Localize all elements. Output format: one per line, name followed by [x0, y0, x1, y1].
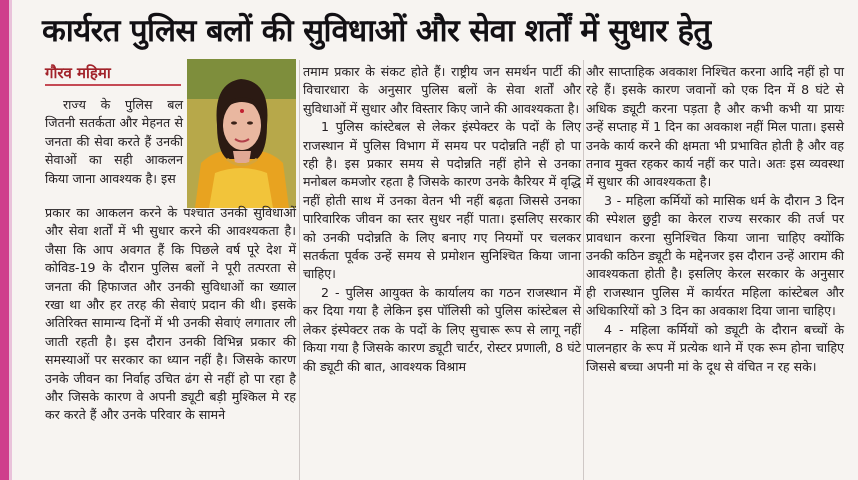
paragraph: 2 - पुलिस आयुक्त के कार्यालय का गठन राजस्थान में कर दिया गया है लेकिन इस पॉलिसी को पुलिस कांस्टेबल से लेकर इंस्पेक्टर तक के पदों के लिए सुचारू रूप से लागू नहीं किया गया है जिसके कारण ड्यूटी चार्टर, रोस्टर प्रणाली, 8 घंटे की ड्यूटी की बात, आवश्यक विश्राम [303, 284, 581, 374]
paragraph: और साप्ताहिक अवकाश निश्चित करना आदि नहीं हो पा रहे हैं। इसके कारण जवानों को एक दिन में 8 घंटे से अधिक ड्यूटी करना पड़ता है और कभी कभी या प्रायः उन्हें सप्ताह में 1 दिन का अवकाश नहीं मिल पाता। इससे उनके कार्य करने की क्षमता भी प्रभावित होती है और वह तनाव मुक्त रहकर कार्य नहीं कर पाते। अतः इस व्यवस्था में सुधार की आवश्यकता है। [586, 64, 844, 190]
article-column-1-intro [45, 96, 183, 188]
left-accent-edge [9, 0, 12, 480]
author-byline: गौरव महिमा [45, 64, 111, 82]
article-column-3 [586, 63, 844, 376]
author-photo [187, 59, 296, 208]
paragraph: प्रकार का आकलन करने के पश्चात उनकी सुविधाओं और सेवा शर्तों में भी सुधार करने की आवश्यकता है। जैसा कि आप अवगत हैं कि पिछले वर्ष पूरे देश में कोविड-19 के दौरान पुलिस बलों ने पूरी तत्परता से जनता की हिफाजत और उनकी सुविधाओं का ख्याल रखा था और हर तरह की सेवाएं प्रदान की थी। इसके अतिरिक्त सामान्य दिनों में भी उनकी सेवाएं लगातार ली जाती रहती है। इस दौरान उनकी विभिन्न प्रकार की समस्याओं पर सरकार का ध्यान नहीं है। जिसके कारण उनके जीवन का निर्वाह उचित ढंग से नहीं हो पा रहा है और जिसके कारण वे अपनी ड्यूटी बड़ी मुश्किल मे रह कर करते हैं और उनके परिवार के सामने [45, 205, 296, 423]
paragraph: 1 पुलिस कांस्टेबल से लेकर इंस्पेक्टर के पदों के लिए राजस्थान में पुलिस विभाग में समय पर पदोन्नति नहीं हो पा रही है। इस प्रकार समय से पदोन्नति नहीं होने से उनका मनोबल कमजोर रहता है जिसके कारण उनके कैरियर में वृद्धि नहीं होती साथ में उनका वेतन भी नहीं बढ़ता जिससे उनका पारिवारिक जीवन का स्तर सुधर नहीं पाता। इसलिए सरकार को उनकी पदोन्नति के लिए बनाए गए नियमों पर चलकर सतर्कता पूर्वक उन्हें समय से प्रमोशन सुनिश्चित किया जाना चाहिए। [303, 119, 581, 282]
author-portrait-image [187, 59, 296, 208]
left-accent-bar [0, 0, 9, 480]
paragraph: तमाम प्रकार के संकट होते हैं। राष्ट्रीय जन समर्थन पार्टी की विचारधारा के अनुसार पुलिस बलों के सेवा शर्तों और सुविधाओं में सुधार और विस्तार किए जाने की आवश्यकता है। [303, 64, 581, 116]
byline-underline [45, 84, 181, 86]
article-column-1 [45, 204, 296, 425]
article-headline: कार्यरत पुलिस बलों की सुविधाओं और सेवा शर्तों में सुधार हेतु [42, 13, 711, 49]
article-column-2 [303, 63, 581, 376]
paragraph: 3 - महिला कर्मियों को मासिक धर्म के दौरान 3 दिन की स्पेशल छुट्टी का केरल राज्य सरकार की तर्ज पर प्रावधान करना सुनिश्चित किया जाना चाहिए क्योंकि उनकी कठिन ड्यूटी के मद्देनजर इस दौरान उन्हें आराम की आवश्यकता होती है। इसलिए केरल सरकार के अनुसार ही राजस्थान पुलिस में कार्यरत महिला कांस्टेबल और अधिकारियों को 3 दिन का अवकाश दिया जाना चाहिए। [586, 192, 844, 319]
column-divider [583, 60, 584, 480]
paragraph: राज्य के पुलिस बल जितनी सतर्कता और मेहनत से जनता की सेवा करते हैं उनकी सेवाओं का सही आकलन किया जाना आवश्यक है। इस [45, 97, 183, 186]
paragraph: 4 - महिला कर्मियों को ड्यूटी के दौरान बच्चों के पालनहार के रूप में प्रत्येक थाने में एक रूम होना चाहिए जिससे बच्चा अपनी मां के दूध से वंचित न रह सके। [586, 321, 844, 374]
column-divider [299, 60, 300, 480]
